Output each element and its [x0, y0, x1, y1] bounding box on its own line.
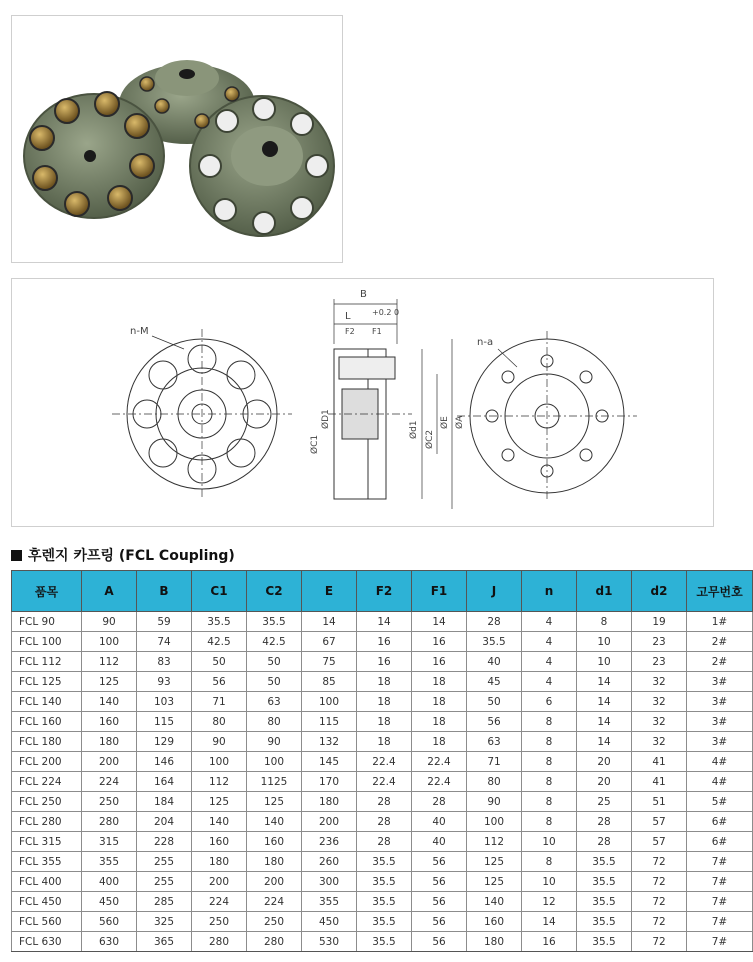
value-cell: 4 — [522, 652, 577, 672]
table-row — [12, 712, 753, 732]
value-cell: 90 — [467, 792, 522, 812]
value-cell: 224 — [192, 892, 247, 912]
value-cell: 83 — [137, 652, 192, 672]
value-cell: 42.5 — [247, 632, 302, 652]
value-cell: 50 — [467, 692, 522, 712]
value-cell: 8 — [522, 712, 577, 732]
model-cell: FCL 90 — [12, 612, 82, 632]
model-cell: FCL 630 — [12, 932, 82, 952]
value-cell: 3# — [687, 712, 753, 732]
model-cell: FCL 125 — [12, 672, 82, 692]
label-e: ØE — [440, 416, 450, 429]
value-cell: 160 — [192, 832, 247, 852]
table-row — [12, 932, 753, 952]
label-c1: ØC1 — [310, 434, 320, 454]
spec-table — [11, 570, 753, 952]
value-cell: 28 — [357, 792, 412, 812]
column-header: F2 — [357, 571, 412, 612]
value-cell: 180 — [82, 732, 137, 752]
value-cell: 14 — [522, 912, 577, 932]
value-cell: 28 — [357, 832, 412, 852]
value-cell: 35.5 — [357, 932, 412, 952]
value-cell: 35.5 — [467, 632, 522, 652]
value-cell: 250 — [82, 792, 137, 812]
table-row — [12, 872, 753, 892]
value-cell: 112 — [82, 652, 137, 672]
table-row — [12, 812, 753, 832]
value-cell: 50 — [247, 672, 302, 692]
value-cell: 80 — [247, 712, 302, 732]
value-cell: 35.5 — [247, 612, 302, 632]
column-header: F1 — [412, 571, 467, 612]
value-cell: 72 — [632, 872, 687, 892]
value-cell: 16 — [522, 932, 577, 952]
value-cell: 200 — [82, 752, 137, 772]
column-header: C1 — [192, 571, 247, 612]
value-cell: 40 — [467, 652, 522, 672]
value-cell: 71 — [467, 752, 522, 772]
value-cell: 50 — [192, 652, 247, 672]
value-cell: 103 — [137, 692, 192, 712]
value-cell: 28 — [577, 812, 632, 832]
model-cell: FCL 280 — [12, 812, 82, 832]
value-cell: 35.5 — [357, 892, 412, 912]
value-cell: 10 — [577, 632, 632, 652]
value-cell: 18 — [357, 672, 412, 692]
value-cell: 18 — [412, 712, 467, 732]
value-cell: 35.5 — [577, 932, 632, 952]
label-a: ØA — [455, 415, 465, 429]
value-cell: 8 — [522, 792, 577, 812]
model-cell: FCL 180 — [12, 732, 82, 752]
label-f1: F1 — [372, 327, 382, 336]
value-cell: 28 — [467, 612, 522, 632]
table-row — [12, 852, 753, 872]
value-cell: 7# — [687, 912, 753, 932]
value-cell: 35.5 — [577, 912, 632, 932]
value-cell: 35.5 — [577, 852, 632, 872]
value-cell: 14 — [302, 612, 357, 632]
value-cell: 18 — [357, 732, 412, 752]
value-cell: 204 — [137, 812, 192, 832]
value-cell: 250 — [192, 912, 247, 932]
value-cell: 74 — [137, 632, 192, 652]
value-cell: 160 — [247, 832, 302, 852]
value-cell: 355 — [82, 852, 137, 872]
value-cell: 170 — [302, 772, 357, 792]
label-l: L — [345, 311, 351, 322]
value-cell: 6# — [687, 812, 753, 832]
value-cell: 100 — [467, 812, 522, 832]
value-cell: 67 — [302, 632, 357, 652]
value-cell: 160 — [467, 912, 522, 932]
column-header: B — [137, 571, 192, 612]
product-photo — [11, 15, 343, 263]
value-cell: 10 — [577, 652, 632, 672]
value-cell: 25 — [577, 792, 632, 812]
value-cell: 325 — [137, 912, 192, 932]
value-cell: 1# — [687, 612, 753, 632]
value-cell: 7# — [687, 892, 753, 912]
column-header: C2 — [247, 571, 302, 612]
value-cell: 8 — [522, 772, 577, 792]
value-cell: 23 — [632, 652, 687, 672]
value-cell: 300 — [302, 872, 357, 892]
value-cell: 125 — [467, 872, 522, 892]
value-cell: 140 — [247, 812, 302, 832]
column-header: J — [467, 571, 522, 612]
value-cell: 14 — [577, 732, 632, 752]
value-cell: 22.4 — [357, 772, 412, 792]
value-cell: 90 — [247, 732, 302, 752]
value-cell: 125 — [247, 792, 302, 812]
value-cell: 7# — [687, 872, 753, 892]
value-cell: 16 — [412, 632, 467, 652]
value-cell: 72 — [632, 912, 687, 932]
value-cell: 59 — [137, 612, 192, 632]
value-cell: 85 — [302, 672, 357, 692]
value-cell: 16 — [357, 632, 412, 652]
model-cell: FCL 250 — [12, 792, 82, 812]
value-cell: 250 — [247, 912, 302, 932]
value-cell: 20 — [577, 752, 632, 772]
value-cell: 56 — [412, 872, 467, 892]
value-cell: 22.4 — [412, 772, 467, 792]
drawing-svg — [12, 279, 713, 526]
model-cell: FCL 100 — [12, 632, 82, 652]
value-cell: 72 — [632, 852, 687, 872]
value-cell: 14 — [577, 672, 632, 692]
value-cell: 72 — [632, 892, 687, 912]
value-cell: 35.5 — [357, 872, 412, 892]
value-cell: 35.5 — [577, 892, 632, 912]
value-cell: 41 — [632, 752, 687, 772]
value-cell: 4# — [687, 752, 753, 772]
label-tol: +0.2 0 — [372, 308, 400, 317]
value-cell: 14 — [412, 612, 467, 632]
value-cell: 200 — [247, 872, 302, 892]
column-header: E — [302, 571, 357, 612]
value-cell: 8 — [522, 752, 577, 772]
value-cell: 315 — [82, 832, 137, 852]
value-cell: 4# — [687, 772, 753, 792]
value-cell: 280 — [192, 932, 247, 952]
value-cell: 4 — [522, 632, 577, 652]
value-cell: 18 — [357, 692, 412, 712]
value-cell: 125 — [82, 672, 137, 692]
value-cell: 80 — [467, 772, 522, 792]
value-cell: 35.5 — [192, 612, 247, 632]
table-row — [12, 832, 753, 852]
value-cell: 75 — [302, 652, 357, 672]
value-cell: 35.5 — [357, 912, 412, 932]
value-cell: 56 — [467, 712, 522, 732]
table-row — [12, 692, 753, 712]
value-cell: 184 — [137, 792, 192, 812]
value-cell: 14 — [357, 612, 412, 632]
value-cell: 32 — [632, 672, 687, 692]
value-cell: 180 — [247, 852, 302, 872]
value-cell: 50 — [247, 652, 302, 672]
value-cell: 10 — [522, 832, 577, 852]
value-cell: 57 — [632, 812, 687, 832]
value-cell: 100 — [82, 632, 137, 652]
value-cell: 450 — [302, 912, 357, 932]
value-cell: 16 — [357, 652, 412, 672]
value-cell: 28 — [357, 812, 412, 832]
value-cell: 56 — [412, 932, 467, 952]
value-cell: 112 — [192, 772, 247, 792]
value-cell: 28 — [577, 832, 632, 852]
value-cell: 160 — [82, 712, 137, 732]
value-cell: 93 — [137, 672, 192, 692]
value-cell: 224 — [247, 892, 302, 912]
label-b: B — [360, 289, 367, 300]
section-title — [11, 545, 235, 565]
value-cell: 400 — [82, 872, 137, 892]
value-cell: 18 — [412, 732, 467, 752]
value-cell: 260 — [302, 852, 357, 872]
value-cell: 630 — [82, 932, 137, 952]
value-cell: 100 — [247, 752, 302, 772]
value-cell: 7# — [687, 932, 753, 952]
value-cell: 365 — [137, 932, 192, 952]
value-cell: 180 — [302, 792, 357, 812]
value-cell: 22.4 — [412, 752, 467, 772]
section-title-text: 후렌지 카프링 (FCL Coupling) — [28, 548, 235, 564]
value-cell: 45 — [467, 672, 522, 692]
value-cell: 255 — [137, 872, 192, 892]
value-cell: 35.5 — [357, 852, 412, 872]
title-square-icon — [11, 550, 22, 561]
column-header: d1 — [577, 571, 632, 612]
table-row — [12, 732, 753, 752]
column-header: 고무번호 — [687, 571, 753, 612]
column-header: n — [522, 571, 577, 612]
value-cell: 3# — [687, 732, 753, 752]
label-n-m: n-M — [130, 326, 149, 337]
value-cell: 140 — [82, 692, 137, 712]
value-cell: 63 — [247, 692, 302, 712]
value-cell: 51 — [632, 792, 687, 812]
value-cell: 1125 — [247, 772, 302, 792]
value-cell: 115 — [137, 712, 192, 732]
value-cell: 32 — [632, 732, 687, 752]
value-cell: 560 — [82, 912, 137, 932]
technical-drawing — [11, 278, 714, 527]
value-cell: 42.5 — [192, 632, 247, 652]
value-cell: 145 — [302, 752, 357, 772]
value-cell: 56 — [192, 672, 247, 692]
value-cell: 180 — [192, 852, 247, 872]
value-cell: 200 — [302, 812, 357, 832]
value-cell: 8 — [522, 732, 577, 752]
label-d1: ØD1 — [321, 409, 331, 429]
value-cell: 224 — [82, 772, 137, 792]
coupling-illustration — [12, 16, 342, 262]
value-cell: 32 — [632, 692, 687, 712]
value-cell: 41 — [632, 772, 687, 792]
value-cell: 57 — [632, 832, 687, 852]
value-cell: 18 — [357, 712, 412, 732]
value-cell: 14 — [577, 692, 632, 712]
value-cell: 140 — [467, 892, 522, 912]
value-cell: 20 — [577, 772, 632, 792]
value-cell: 56 — [412, 852, 467, 872]
value-cell: 10 — [522, 872, 577, 892]
value-cell: 35.5 — [577, 872, 632, 892]
table-row — [12, 652, 753, 672]
value-cell: 100 — [192, 752, 247, 772]
value-cell: 8 — [522, 812, 577, 832]
value-cell: 22.4 — [357, 752, 412, 772]
value-cell: 530 — [302, 932, 357, 952]
value-cell: 56 — [412, 892, 467, 912]
value-cell: 129 — [137, 732, 192, 752]
model-cell: FCL 560 — [12, 912, 82, 932]
value-cell: 72 — [632, 932, 687, 952]
value-cell: 5# — [687, 792, 753, 812]
table-row — [12, 792, 753, 812]
value-cell: 285 — [137, 892, 192, 912]
value-cell: 112 — [467, 832, 522, 852]
value-cell: 32 — [632, 712, 687, 732]
value-cell: 8 — [577, 612, 632, 632]
model-cell: FCL 112 — [12, 652, 82, 672]
value-cell: 6 — [522, 692, 577, 712]
value-cell: 2# — [687, 632, 753, 652]
model-cell: FCL 400 — [12, 872, 82, 892]
value-cell: 8 — [522, 852, 577, 872]
value-cell: 40 — [412, 832, 467, 852]
value-cell: 63 — [467, 732, 522, 752]
column-header: 품목 — [12, 571, 82, 612]
value-cell: 12 — [522, 892, 577, 912]
value-cell: 71 — [192, 692, 247, 712]
model-cell: FCL 224 — [12, 772, 82, 792]
value-cell: 146 — [137, 752, 192, 772]
value-cell: 450 — [82, 892, 137, 912]
value-cell: 4 — [522, 612, 577, 632]
value-cell: 180 — [467, 932, 522, 952]
value-cell: 40 — [412, 812, 467, 832]
value-cell: 23 — [632, 632, 687, 652]
column-header: d2 — [632, 571, 687, 612]
table-body — [12, 612, 753, 952]
value-cell: 140 — [192, 812, 247, 832]
value-cell: 14 — [577, 712, 632, 732]
value-cell: 18 — [412, 672, 467, 692]
table-row — [12, 612, 753, 632]
value-cell: 16 — [412, 652, 467, 672]
column-header: A — [82, 571, 137, 612]
value-cell: 2# — [687, 652, 753, 672]
label-n-a: n-a — [477, 337, 494, 348]
value-cell: 200 — [192, 872, 247, 892]
value-cell: 90 — [192, 732, 247, 752]
value-cell: 228 — [137, 832, 192, 852]
value-cell: 115 — [302, 712, 357, 732]
value-cell: 255 — [137, 852, 192, 872]
value-cell: 7# — [687, 852, 753, 872]
table-row — [12, 772, 753, 792]
model-cell: FCL 140 — [12, 692, 82, 712]
table-row — [12, 632, 753, 652]
table-row — [12, 892, 753, 912]
label-c2: ØC2 — [425, 429, 435, 449]
value-cell: 90 — [82, 612, 137, 632]
value-cell: 4 — [522, 672, 577, 692]
header-row — [12, 571, 753, 612]
label-d1b: Ød1 — [409, 420, 419, 439]
value-cell: 18 — [412, 692, 467, 712]
model-cell: FCL 160 — [12, 712, 82, 732]
value-cell: 125 — [467, 852, 522, 872]
value-cell: 3# — [687, 692, 753, 712]
value-cell: 19 — [632, 612, 687, 632]
value-cell: 3# — [687, 672, 753, 692]
value-cell: 236 — [302, 832, 357, 852]
model-cell: FCL 355 — [12, 852, 82, 872]
value-cell: 132 — [302, 732, 357, 752]
value-cell: 280 — [82, 812, 137, 832]
value-cell: 100 — [302, 692, 357, 712]
model-cell: FCL 200 — [12, 752, 82, 772]
table-row — [12, 912, 753, 932]
value-cell: 164 — [137, 772, 192, 792]
model-cell: FCL 450 — [12, 892, 82, 912]
label-f2: F2 — [345, 327, 355, 336]
value-cell: 56 — [412, 912, 467, 932]
table-row — [12, 752, 753, 772]
value-cell: 355 — [302, 892, 357, 912]
value-cell: 280 — [247, 932, 302, 952]
model-cell: FCL 315 — [12, 832, 82, 852]
value-cell: 6# — [687, 832, 753, 852]
value-cell: 28 — [412, 792, 467, 812]
table-row — [12, 672, 753, 692]
value-cell: 125 — [192, 792, 247, 812]
value-cell: 80 — [192, 712, 247, 732]
